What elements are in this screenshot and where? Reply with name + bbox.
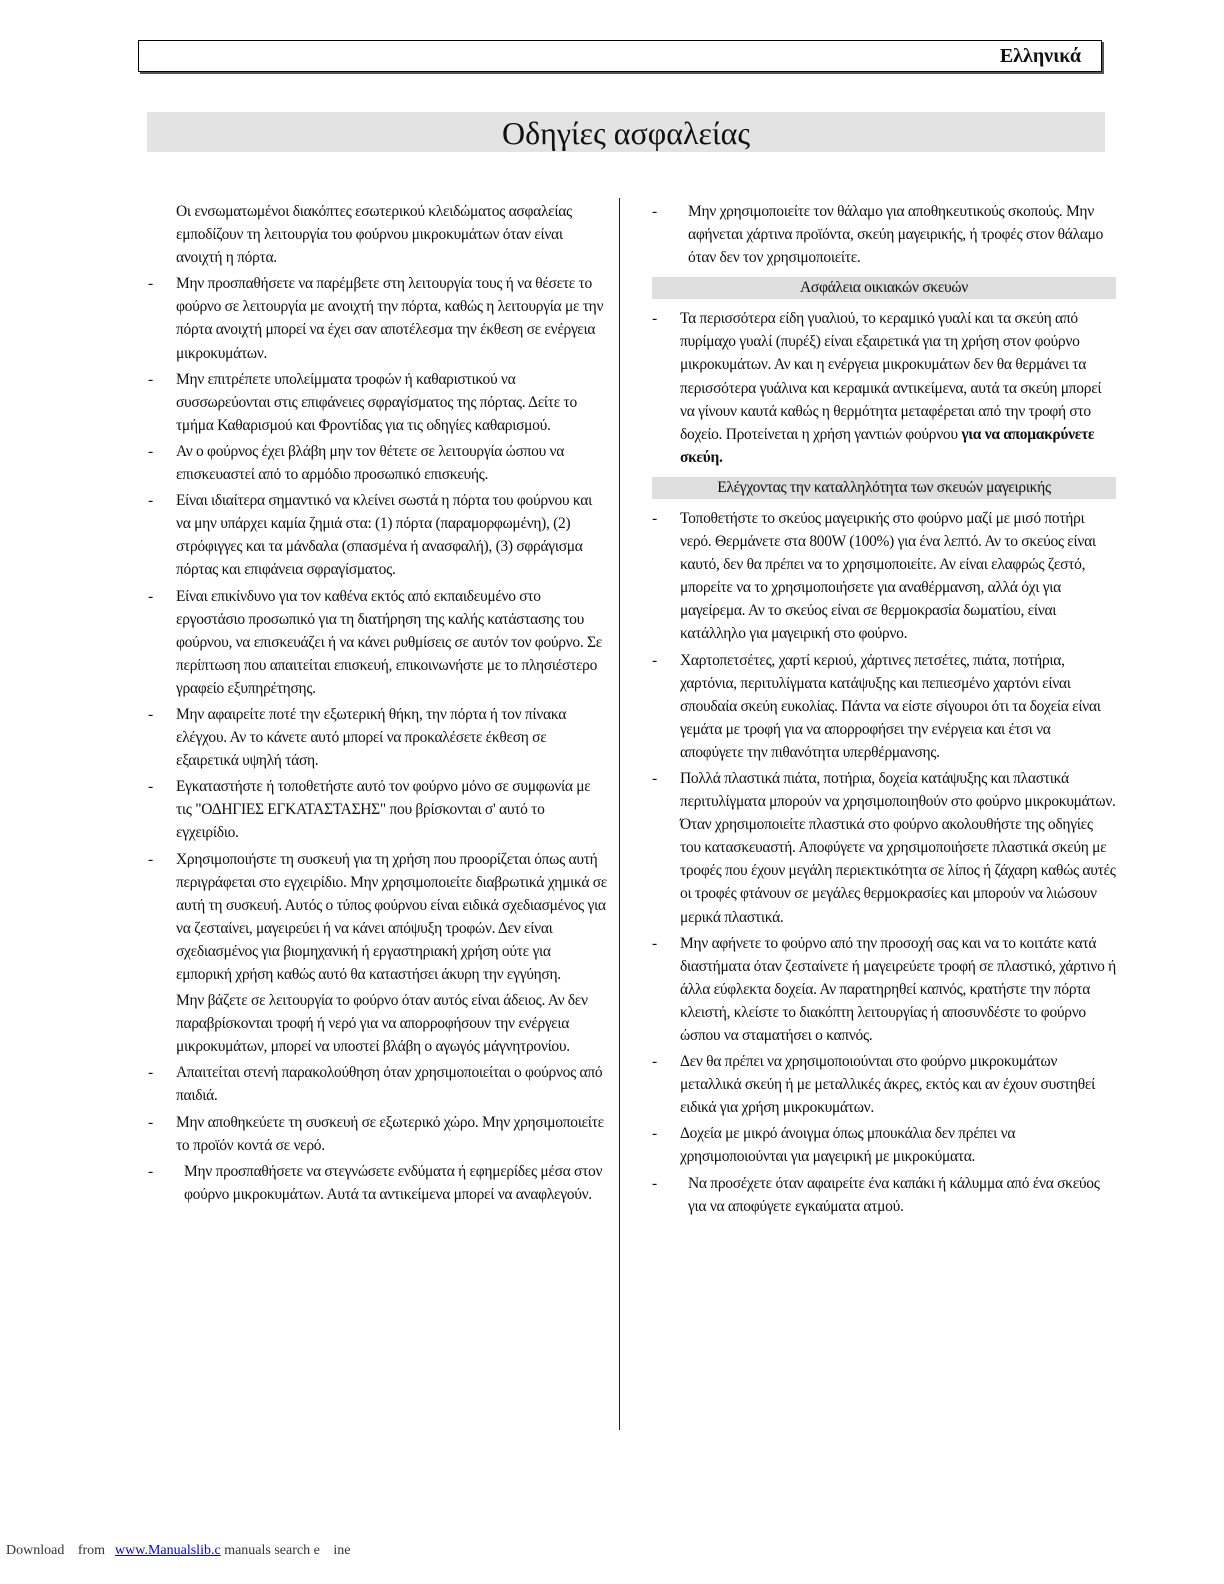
list-item [652,1050,1116,1119]
list-item-text: Μην αφαιρείτε ποτέ την εξωτερική θήκη, την πόρτα ή τον πίνακα ελέγχου. Αν το κάνετε αυτό μπορεί να προκαλέσετε έκθεση σε εξαιρετικά υψηλή τάση. [176,705,567,770]
bullet-dash: - [148,1162,153,1180]
list-item [652,1122,1116,1168]
header-box [138,40,1102,72]
list-item-text: Μην αφήνετε το φούρνο από την προσοχή σας και να το κοιτάτε κατά διαστήματα όταν ζεσταίνετε ή μαγειρεύετε τροφή σε πλαστικό, χάρτινο ή άλλα εύφλεκτα δοχεία. Αν παρατηρηθεί καπνός, κρατήστε την πόρτα κλειστή, κλείστε το διακόπτη λειτουργίας ή αποσυνδέστε το φούρνο ώσπου να σταματήσει ο καπνός. [680,934,1116,1044]
bullet-dash: - [148,275,153,293]
list-item-text: Να προσέχετε όταν αφαιρείτε ένα καπάκι ή κάλυμμα από ένα σκεύος για να αποφύγετε εγκαύματα ατμού. [688,1174,1100,1215]
language-label: Ελληνικά [999,45,1081,67]
list-item-text: Μην χρησιμοποιείτε τον θάλαμο για αποθηκευτικούς σκοπούς. Μην αφήνεται χάρτινα προϊόντα, σκεύη μαγειρικής, ή τροφές στον θάλαμο όταν δεν τον χρησιμοποιείτε. [688,203,1104,267]
list-item-text: Δεν θα πρέπει να χρησιμοποιούνται στο φούρνο μικροκυμάτων μεταλλικά σκεύη ή με μεταλλικές άκρες, εκτός και αν έχουν συστηθεί ειδικά για χρήση μικροκυμάτων. [680,1053,1095,1117]
list-item [652,307,1116,469]
note-text: Μην βάζετε σε λειτουργία το φούρνο όταν αυτός είναι άδειος. Αν δεν παραβρίσκονται τροφή ή νερό για να απορροφήσουν την ενέργεια μικροκυμάτων, μπορεί να υποστεί βλάβη ο αγωγός μάγνητρονίου. [176,992,588,1056]
list-item [652,1172,1116,1218]
bullet-dash: - [148,1113,153,1131]
list-item [148,1160,608,1206]
list-item [148,1061,608,1107]
list-item [148,703,608,772]
list-item [148,368,608,437]
list-item [652,200,1116,269]
footer-suffix-1: manuals search e [224,1543,320,1558]
bullet-dash: - [148,850,153,868]
list-item-text: Απαιτείται στενή παρακολούθηση όταν χρησιμοποιείται ο φούρνος από παιδιά. [176,1064,603,1105]
list-item [148,848,608,987]
list-item-bold-text: για να απομακρύνετε σκεύη. [680,425,1095,466]
note-paragraph [148,989,608,1058]
left-column [148,200,608,1209]
list-item-text: Μην προσπαθήσετε να στεγνώσετε ενδύματα ή εφημερίδες μέσα στον φούρνο μικροκυμάτων. Αυτά τα αντικείμενα μπορεί να αναφλεγούν. [184,1162,603,1203]
bullet-dash: - [652,509,657,527]
bullet-dash: - [148,1064,153,1082]
list-item-text: Δοχεία με μικρό άνοιγμα όπως μπουκάλια δεν πρέπει να χρησιμοποιούνται για μαγειρική με μικροκύματα. [680,1125,1016,1166]
right-column [652,200,1116,1221]
list-item [652,507,1116,646]
bullet-dash: - [652,1125,657,1143]
list-item [148,272,608,364]
list-item-text: Χρησιμοποιήστε τη συσκευή για τη χρήση που προορίζεται όπως αυτή περιγράφεται στο εγχειρίδιο. Μην χρησιμοποιείτε διαβρωτικά χημικά σε αυτή τη συσκευή. Αυτός ο τύπος φούρνου είναι ειδικά σχεδιασμένος για να ζεσταίνει, μαγειρεύει ή να κάνει απόψυξη τροφών. Δεν είναι σχεδιασμένος για βιομηχανική ή εργαστηριακή χρήση ούτε για εμπορική χρήση καθώς αυτό θα καταστήσει άκυρη την εγγύηση. [176,850,608,983]
list-item-text: Μην προσπαθήσετε να παρέμβετε στη λειτουργία τους ή να θέσετε το φούρνο σε λειτουργία με ανοιχτή την πόρτα, καθώς η λειτουργία με την πόρτα ανοιχτή μπορεί να έχει σαν αποτέλεσμα την έκθεση σε ενέργεια μικροκυμάτων. [176,275,604,362]
bullet-dash: - [148,442,153,460]
list-item-text: Τα περισσότερα είδη γυαλιού, το κεραμικό γυαλί και τα σκεύη από πυρίμαχο γυαλί (πυρέξ) είναι εξαιρετικά για τη χρήση στον φούρνο μικροκυμάτων. Αν και η ενέργεια μικροκυμάτων δεν θα θερμάνει τα περισσότερα γυάλινα και κεραμικά αντικείμενα, αυτά τα σκεύη μπορεί να γίνουν καυτά καθώς η θερμότητα μεταφέρεται από την τροφή στο δοχείο. Προτείνεται η χρήση γαντιών φούρνου [680,310,1102,443]
list-item [652,932,1116,1047]
bullet-dash: - [652,310,657,328]
bullet-dash: - [652,651,657,669]
footer [6,1543,360,1559]
list-item-text: Είναι επικίνδυνο για τον καθένα εκτός από εκπαιδευμένο στο εργοστάσιο προσωπικό για τη διατήρηση της καλής κατάστασης του φούρνου, να επισκευάζει ή να κάνει ρυθμίσεις σε αυτόν τον φούρνο. Σε περίπτωση που απαιτείται επισκευή, επικοινωνήστε με το πλησιέστερο γραφείο εξυπηρέτησης. [176,587,602,697]
manualslib-link[interactable]: www.Manualslib.c [115,1543,221,1558]
section-heading-household-utensils: Ασφάλεια οικιακών σκευών [652,277,1116,299]
footer-suffix-2: ine [333,1543,351,1558]
list-item-text: Αν ο φούρνος έχει βλάβη μην τον θέτετε σε λειτουργία ώσπου να επισκευαστεί από το αρμόδιο προσωπικό επισκευής. [176,442,565,484]
section-heading-cookware-suitability: Ελέγχοντας την καταλληλότητα των σκευών μαγειρικής [652,477,1116,499]
list-item-text: Μην επιτρέπετε υπολείμματα τροφών ή καθαριστικού να συσσωρεύονται στις επιφάνειες σφραγίσματος της πόρτας. Δείτε το τμήμα Καθαρισμού και Φροντίδας για τις οδηγίες καθαρισμού. [176,370,577,434]
list-item-text: Μην αποθηκεύετε τη συσκευή σε εξωτερικό χώρο. Μην χρησιμοποιείτε το προϊόν κοντά σε νερό. [176,1113,604,1154]
title-bar [147,112,1105,152]
list-item [652,767,1116,929]
bullet-dash: - [652,769,657,787]
list-item-text: Εγκαταστήστε ή τοποθετήστε αυτό τον φούρνο μόνο σε συμφωνία με τις "ΟΔΗΓΙΕΣ ΕΓΚΑΤΑΣΤΑΣΗΣ" που βρίσκονται σ' αυτό το εγχειρίδιο. [176,778,591,842]
bullet-dash: - [652,203,657,220]
bullet-dash: - [652,1174,657,1192]
page-title: Οδηγίες ασφαλείας [501,115,751,151]
list-item [148,775,608,844]
list-item [652,649,1116,764]
bullet-dash: - [148,705,153,723]
intro-paragraph [148,200,608,269]
list-item-text: Χαρτοπετσέτες, χαρτί κεριού, χάρτινες πετσέτες, πιάτα, ποτήρια, χαρτόνια, περιτυλίγματα κατάψυξης και πεπιεσμένο χαρτόνι είναι σπουδαία σκεύη ευκολίας. Πάντα να είστε σίγουροι ότι τα δοχεία είναι γεμάτα με τροφή για να απορροφήσει την ενέργεια και έτσι να αποφύγετε την πιθανότητα υπερθέρμανσης. [680,651,1101,761]
bullet-dash: - [148,370,153,388]
list-item-text: Είναι ιδιαίτερα σημαντικό να κλείνει σωστά η πόρτα του φούρνου και να μην υπάρχει καμία ζημιά στα: (1) πόρτα (παραμορφωμένη), (2) στρόφιγγες και τα μάνδαλα (σπασμένα ή ανασφαλή), (3) σφράγισμα πόρτας και επιφάνεια σφραγίσματος. [176,492,592,579]
footer-from: from [77,1543,106,1558]
bullet-dash: - [148,492,153,510]
bullet-dash: - [148,778,153,796]
column-divider [619,198,620,1430]
bullet-dash: - [652,934,657,952]
bullet-dash: - [148,587,153,605]
list-item [148,1111,608,1157]
footer-prefix: Download [6,1543,65,1558]
list-item [148,585,608,700]
list-item [148,489,608,581]
list-item [148,440,608,486]
bullet-dash: - [652,1053,657,1071]
list-item-text: Τοποθετήστε το σκεύος μαγειρικής στο φούρνο μαζί με μισό ποτήρι νερό. Θερμάνετε στα 800W (100%) για ένα λεπτό. Αν το σκεύος είναι καυτό, δεν θα πρέπει να το χρησιμοποιείτε. Αν είναι ελαφρώς ζεστό, μπορείτε να το χρησιμοποιήσετε για αναθέρμανση, αλλά όχι για μαγείρεμα. Αν το σκεύος είναι σε θερμοκρασία δωματίου, είναι κατάλληλο για μαγειρική στο φούρνο. [680,509,1096,643]
intro-text: Οι ενσωματωμένοι διακόπτες εσωτερικού κλειδώματος ασφαλείας εμποδίζουν τη λειτουργία του φούρνου μικροκυμάτων όταν είναι ανοιχτή η πόρτα. [176,203,572,267]
list-item-text: Πολλά πλαστικά πιάτα, ποτήρια, δοχεία κατάψυξης και πλαστικά περιτυλίγματα μπορούν να χρησιμοποιηθούν στο φούρνο μικροκυμάτων. Όταν χρησιμοποιείτε πλαστικά στο φούρνο ακολουθήστε της οδηγίες του κατασκευαστή. Αποφύγετε να χρησιμοποιήσετε πλαστικά σκεύη με τροφές που έχουν μεγάλη περιεκτικότητα σε λίπος ή ζάχαρη καθώς αυτές οι τροφές φτάνουν σε μεγάλες θερμοκρασίες και μπορούν να λιώσουν μερικά πλαστικά. [680,769,1116,926]
